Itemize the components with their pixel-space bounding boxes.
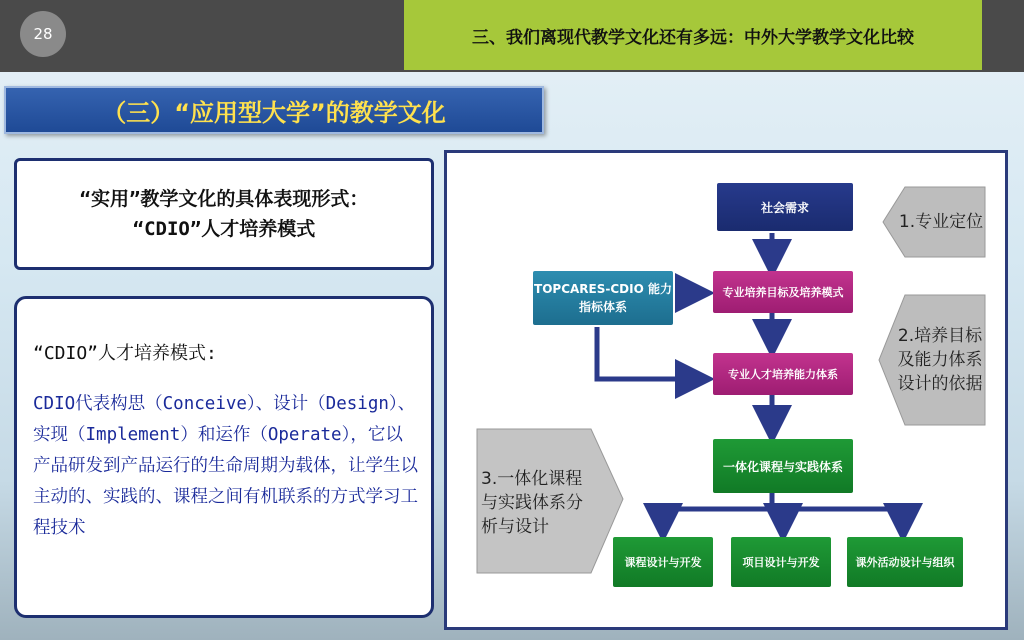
cdio-subtitle: “CDIO”人才培养模式: <box>33 343 217 364</box>
node-integrated-curriculum: 一体化课程与实践体系 <box>713 439 853 493</box>
cdio-detail-box <box>14 296 434 618</box>
label-positioning: 1.专业定位 <box>898 212 984 232</box>
section-title: （三）“应用型大学”的教学文化 <box>102 98 446 127</box>
header-title: 三、我们离现代教学文化还有多远：中外大学教学文化比较 <box>472 27 914 48</box>
intro-line-2: “CDIO”人才培养模式 <box>132 218 316 240</box>
node-training-goals: 专业培养目标及培养模式 <box>713 271 853 313</box>
node-talent-ability: 专业人才培养能力体系 <box>713 353 853 395</box>
slide-number-badge: 28 <box>20 11 66 57</box>
section-title-banner <box>4 86 544 134</box>
node-course-design: 课程设计与开发 <box>613 537 713 587</box>
node-topcares: TOPCARES-CDIO 能力指标体系 <box>533 271 673 325</box>
node-social-demand: 社会需求 <box>717 183 853 231</box>
cdio-description: CDIO代表构思（Conceive）、设计（Design）、实现（Implement）和运作（Operate），它以产品研发到产品运行的生命周期为载体，让学生以主动的、实践的、课程之间有机联系的方式学习工程技术 <box>33 394 418 538</box>
top-bar <box>0 0 1024 72</box>
node-project-design: 项目设计与开发 <box>731 537 831 587</box>
label-analysis: 3.一体化课程与实践体系分析与设计 <box>481 469 583 537</box>
node-extracurricular: 课外活动设计与组织 <box>847 537 963 587</box>
label-basis: 2.培养目标及能力体系设计的依据 <box>897 326 983 394</box>
header-title-tab <box>404 0 982 70</box>
intro-box <box>14 158 434 270</box>
cdio-flow-diagram <box>444 150 1008 630</box>
intro-line-1: “实用”教学文化的具体表现形式： <box>79 188 369 210</box>
